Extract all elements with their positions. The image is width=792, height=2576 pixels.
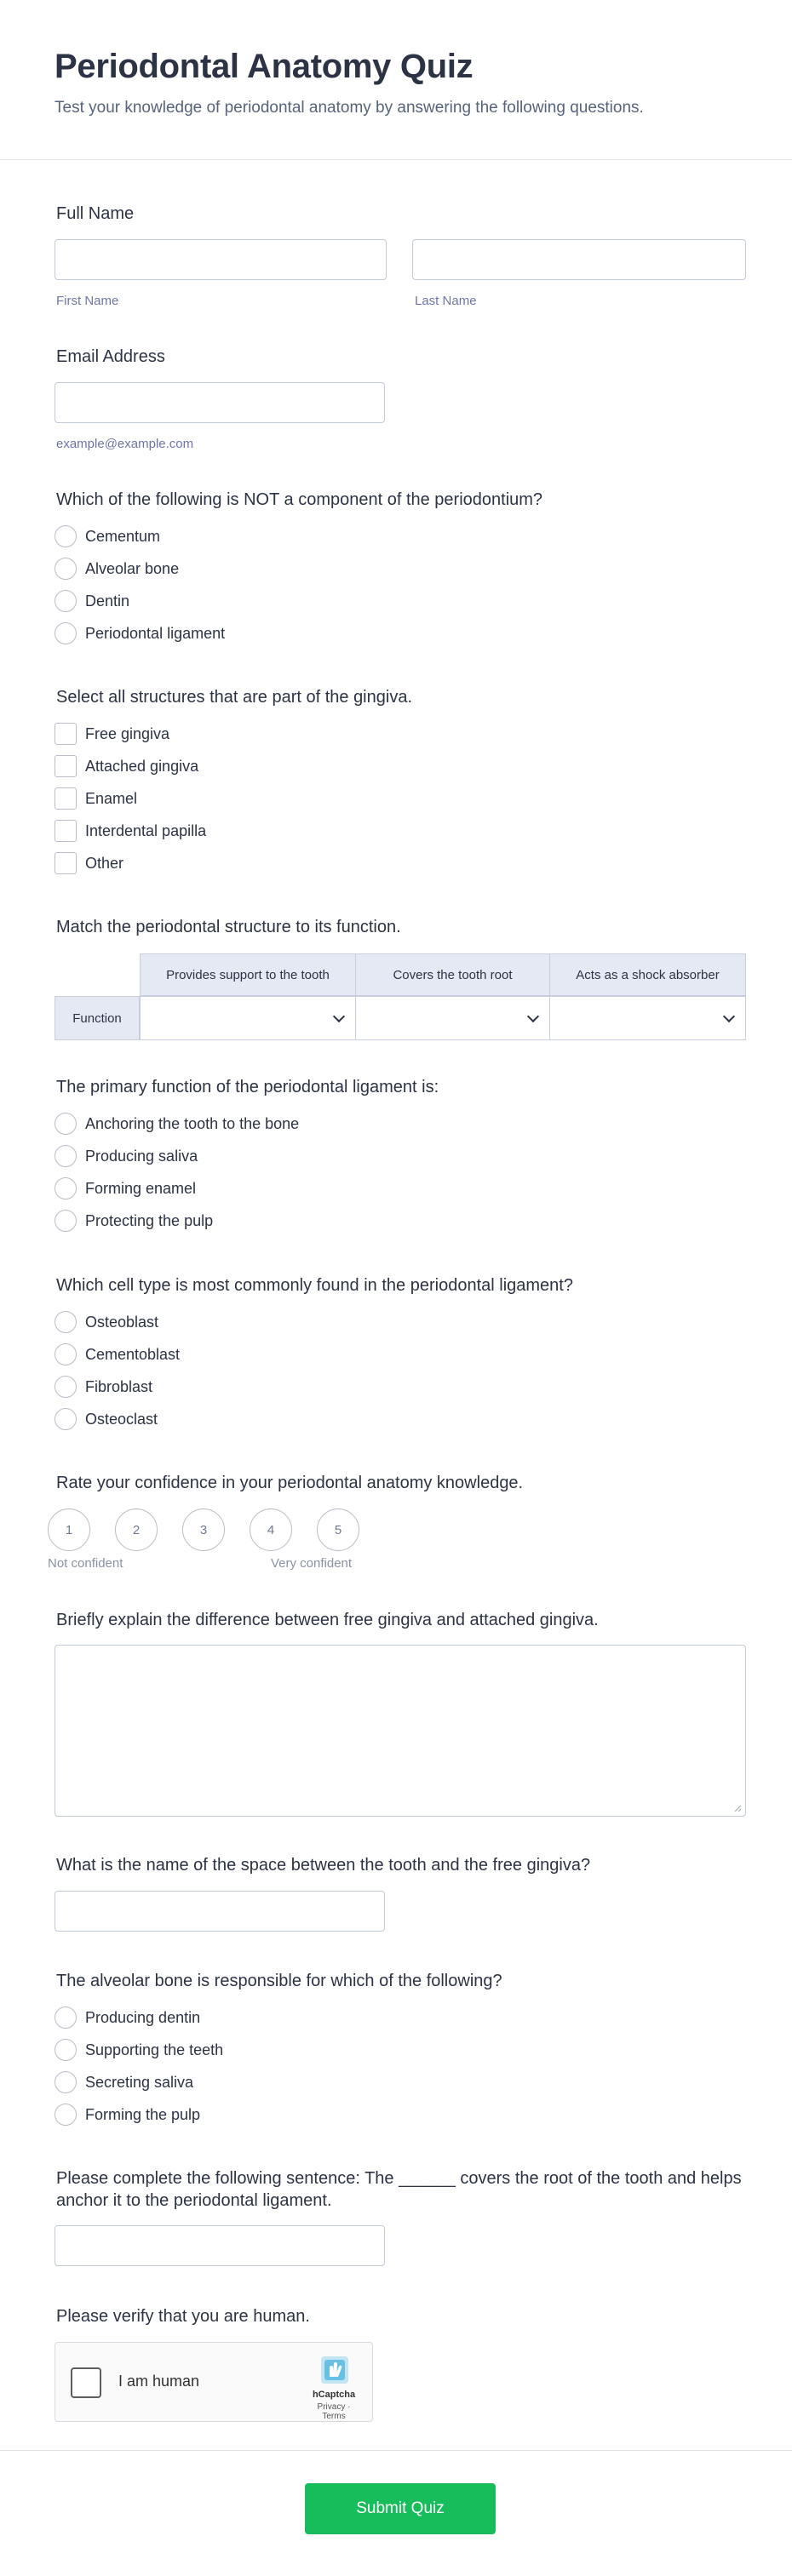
checkbox[interactable] [55, 820, 77, 842]
chevron-down-icon [527, 1010, 539, 1022]
q7-question: Briefly explain the difference between free gingiva and attached gingiva. [56, 1611, 599, 1629]
q5-option[interactable] [55, 1375, 152, 1399]
radio-button[interactable] [55, 1376, 77, 1398]
option-label: Producing dentin [85, 2008, 201, 2026]
space-name-input[interactable] [55, 1891, 385, 1932]
form-header [0, 0, 792, 160]
option-label: Cementum [85, 527, 161, 545]
q9-question: The alveolar bone is responsible for which of the following? [56, 1972, 502, 1990]
matrix-dropdown[interactable] [140, 996, 356, 1040]
submit-button[interactable]: Submit Quiz [305, 2483, 496, 2534]
q4-question: The primary function of the periodontal ligament is: [56, 1078, 439, 1096]
checkbox[interactable] [55, 852, 77, 874]
full-name-label: Full Name [56, 204, 135, 223]
hcaptcha-widget [55, 2342, 373, 2422]
option-label: Supporting the teeth [85, 2041, 224, 2058]
q2-option[interactable] [55, 787, 137, 810]
option-label: Protecting the pulp [85, 1211, 214, 1229]
q1-question: Which of the following is NOT a component of the periodontium? [56, 490, 543, 509]
option-label: Attached gingiva [85, 757, 199, 775]
matrix-row-header: Function [55, 996, 140, 1040]
q9-option[interactable] [55, 2038, 223, 2062]
radio-button[interactable] [55, 1408, 77, 1430]
q1-option[interactable] [55, 621, 225, 645]
radio-button[interactable] [55, 1343, 77, 1365]
hcaptcha-brand: hCaptcha [312, 2390, 356, 2400]
matrix-dropdown[interactable] [549, 996, 746, 1040]
captcha-checkbox-label: I am human [118, 2373, 200, 2390]
option-label: Cementoblast [85, 1345, 181, 1363]
option-label: Osteoclast [85, 1410, 158, 1428]
q9-option[interactable] [55, 2006, 200, 2029]
explanation-textarea[interactable] [55, 1645, 746, 1817]
radio-button[interactable] [55, 2039, 77, 2061]
option-label: Free gingiva [85, 724, 170, 742]
first-name-sublabel: First Name [56, 294, 119, 308]
page-title: Periodontal Anatomy Quiz [55, 48, 473, 85]
q2-option[interactable] [55, 851, 123, 875]
q1-option[interactable] [55, 557, 179, 581]
radio-button[interactable] [55, 1113, 77, 1135]
option-label: Anchoring the tooth to the bone [85, 1114, 300, 1132]
q8-question: What is the name of the space between the tooth and the free gingiva? [56, 1856, 591, 1875]
radio-button[interactable] [55, 2071, 77, 2093]
q4-option[interactable] [55, 1176, 196, 1200]
option-label: Other [85, 854, 124, 872]
first-name-input[interactable] [55, 239, 387, 280]
last-name-input[interactable] [412, 239, 746, 280]
scale-option-2[interactable]: 2 [115, 1508, 158, 1551]
q10-question: Please complete the following sentence: The ______ covers the root of the tooth and helps anchor it to the periodontal ligament. [56, 2169, 742, 2210]
matching-matrix [55, 953, 746, 1040]
hcaptcha-hand-icon [318, 2353, 352, 2387]
q4-option[interactable] [55, 1209, 213, 1233]
radio-button[interactable] [55, 1145, 77, 1167]
radio-button[interactable] [55, 558, 77, 580]
email-sublabel: example@example.com [56, 437, 194, 451]
option-label: Forming the pulp [85, 2105, 201, 2123]
q5-option[interactable] [55, 1310, 158, 1334]
radio-button[interactable] [55, 1311, 77, 1333]
matrix-dropdown[interactable] [355, 996, 550, 1040]
q2-option[interactable] [55, 754, 198, 778]
option-label: Secreting saliva [85, 2073, 194, 2091]
captcha-checkbox[interactable] [71, 2367, 101, 2398]
email-field[interactable] [55, 382, 385, 423]
radio-button[interactable] [55, 2104, 77, 2126]
radio-button[interactable] [55, 1177, 77, 1199]
option-label: Alveolar bone [85, 559, 180, 577]
matrix-column-header: Acts as a shock absorber [549, 953, 746, 996]
q4-option[interactable] [55, 1112, 299, 1136]
radio-button[interactable] [55, 525, 77, 547]
option-label: Fibroblast [85, 1377, 153, 1395]
option-label: Enamel [85, 789, 138, 807]
q5-option[interactable] [55, 1407, 158, 1431]
chevron-down-icon [723, 1010, 735, 1022]
scale-high-label: Very confident [271, 1556, 353, 1571]
scale-option-1[interactable]: 1 [48, 1508, 90, 1551]
page-subtitle: Test your knowledge of periodontal anatomy by answering the following questions. [55, 99, 644, 117]
form-footer [0, 2450, 792, 2576]
q6-question: Rate your confidence in your periodontal anatomy knowledge. [56, 1474, 524, 1492]
q1-option[interactable] [55, 524, 160, 548]
q3-question: Match the periodontal structure to its function. [56, 918, 401, 936]
scale-low-label: Not confident [48, 1556, 123, 1571]
scale-option-3[interactable]: 3 [182, 1508, 225, 1551]
checkbox[interactable] [55, 723, 77, 745]
checkbox[interactable] [55, 787, 77, 810]
radio-button[interactable] [55, 1210, 77, 1232]
matrix-column-header: Covers the tooth root [355, 953, 550, 996]
email-label: Email Address [56, 347, 165, 366]
option-label: Forming enamel [85, 1179, 197, 1197]
radio-button[interactable] [55, 622, 77, 644]
q5-option[interactable] [55, 1342, 180, 1366]
matrix-column-header: Provides support to the tooth [140, 953, 356, 996]
scale-option-4[interactable]: 4 [250, 1508, 292, 1551]
q9-option[interactable] [55, 2070, 193, 2094]
q2-option[interactable] [55, 819, 206, 843]
option-label: Producing saliva [85, 1147, 198, 1165]
option-label: Dentin [85, 592, 130, 610]
captcha-question: Please verify that you are human. [56, 2307, 310, 2326]
chevron-down-icon [333, 1010, 345, 1022]
radio-button[interactable] [55, 590, 77, 612]
resize-handle-icon[interactable] [733, 1804, 742, 1812]
option-label: Osteoblast [85, 1313, 159, 1331]
q9-option[interactable] [55, 2103, 200, 2127]
radio-button[interactable] [55, 2006, 77, 2029]
sentence-completion-input[interactable] [55, 2225, 385, 2266]
q1-option[interactable] [55, 589, 129, 613]
hcaptcha-links[interactable]: Privacy · Terms [317, 2402, 351, 2421]
q4-option[interactable] [55, 1144, 198, 1168]
option-label: Periodontal ligament [85, 624, 226, 642]
checkbox[interactable] [55, 755, 77, 777]
last-name-sublabel: Last Name [415, 294, 477, 308]
option-label: Interdental papilla [85, 821, 207, 839]
q2-question: Select all structures that are part of the gingiva. [56, 688, 412, 707]
scale-option-5[interactable]: 5 [317, 1508, 359, 1551]
q2-option[interactable] [55, 722, 169, 746]
q5-question: Which cell type is most commonly found in the periodontal ligament? [56, 1276, 573, 1295]
